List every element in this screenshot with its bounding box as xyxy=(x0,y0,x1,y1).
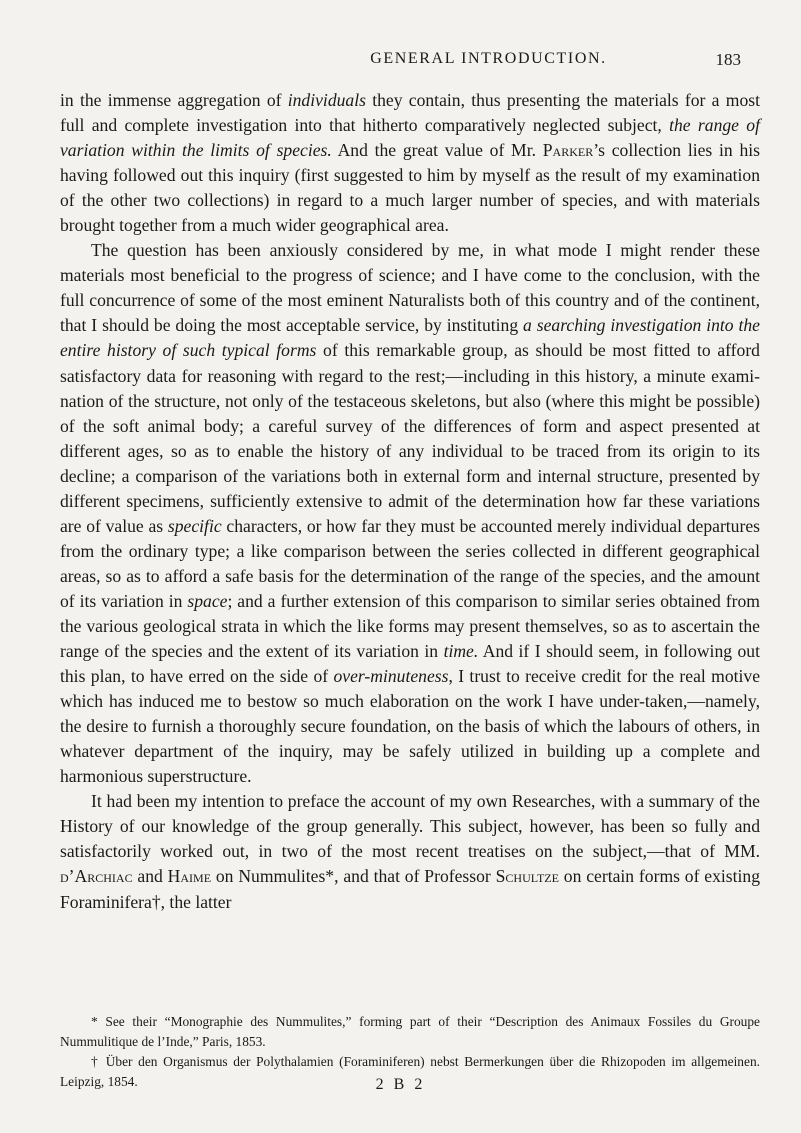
italic-text: a searching investigation into the entire history of such typical forms xyxy=(60,315,760,361)
text-run: ’s collection lies in his having followed out this inquiry (first suggested to him by myself as the result of my examination of the other two collections) in regard to a much larger number of species, and with materials brought together from a much wider geographical area. xyxy=(60,140,760,236)
body-text xyxy=(60,88,760,915)
text-run: ; and a further extension of this comparison to similar series obtained from the various geological strata in which the like forms may present themselves, so as to ascertain the range of the species and the extent of its variation in xyxy=(60,590,760,662)
page-header xyxy=(96,50,741,72)
italic-text: specific xyxy=(167,515,222,536)
small-caps-name: d’Archiac xyxy=(60,866,133,887)
text-run: on certain forms of existing Foraminifera†, the latter xyxy=(60,866,761,912)
italic-text: the range of variation within the limits of species. xyxy=(60,115,760,161)
text-run: on Nummulites*, and that of Professor xyxy=(211,866,496,887)
text-run: they contain, thus presenting the materials for a most full and complete investigation into that hitherto comparatively neglected subject, xyxy=(60,90,760,136)
text-run: of this remarkable group, as should be most fitted to afford satisfactory data for reasoning with regard to the rest;—including in this history, a minute exami-nation of the structure, not only of the testaceous skeletons, but also (where this might be possible) of the soft animal body; a careful survey of the differences of form and aspect presented at different ages, so as to enable the history of any individual to be traced from its origin to its decline; a comparison of the variations both in external form and internal structure, presented by different specimens, sufficiently extensive to admit of the determination how far these variations are of value as xyxy=(60,340,760,536)
italic-text: time. xyxy=(443,641,479,662)
small-caps-name: Haime xyxy=(167,866,212,887)
signature-mark: 2 B 2 xyxy=(375,1076,426,1093)
text-run: And if I should seem, in following out this plan, to have erred on the side of xyxy=(60,641,760,687)
paragraph xyxy=(60,238,760,789)
paragraph xyxy=(60,789,760,914)
text-run: , I trust to receive credit for the real motive which has induced me to bestow so much elaboration on the work I have under-taken,—namely, the desire to furnish a thoroughly secure foundation, on the basis of which the labours of others, in whatever department of the inquiry, may be safely utilized in building up a complete and harmonious superstructure. xyxy=(60,666,761,787)
italic-text: individuals xyxy=(287,90,366,110)
text-run: And the great value of Mr. xyxy=(331,140,543,161)
text-run: The question has been anxiously considered by me, in what mode I might render these materials most beneficial to the progress of science; and I have come to the conclusion, with the full concurrence of some of the most eminent Naturalists both of this country and of the continent, that I should be doing the most acceptable service, by instituting xyxy=(60,240,760,336)
footnote: * See their “Monographie des Nummulites,” forming part of their “Description des Animaux Fossiles du Groupe Nummulitique de l’Inde,” Paris, 1853. xyxy=(60,1014,760,1049)
text-run: It had been my intention to preface the account of my own Researches, with a summary of the History of our knowledge of the group generally. This subject, however, has been so fully and satisfactorily worked out, in two of the most recent treatises on the subject,—that of MM. xyxy=(60,791,760,862)
italic-text: over-minuteness xyxy=(333,666,449,687)
text-run: characters, or how far they must be accounted merely individual departures from the ordinary type; a like comparison between the series collected in different geographical areas, so as to afford a safe basis for the determination of the range of the species, and the amount of its variation in xyxy=(60,515,760,611)
paragraph xyxy=(60,88,760,238)
italic-text: space xyxy=(187,590,228,611)
footnote: † Über den Organismus der Polythalamien (Foraminiferen) nebst Bermerkungen über die Rhizopoden im allgemeinen. Leipzig, 1854. xyxy=(60,1054,760,1089)
text-run: in the immense aggregation of xyxy=(60,90,288,110)
small-caps-name: Parker xyxy=(542,140,594,161)
small-caps-name: Schultze xyxy=(495,866,559,887)
page-number: 183 xyxy=(715,50,741,69)
running-head: GENERAL INTRODUCTION. xyxy=(370,50,607,67)
text-run: and xyxy=(132,866,168,887)
